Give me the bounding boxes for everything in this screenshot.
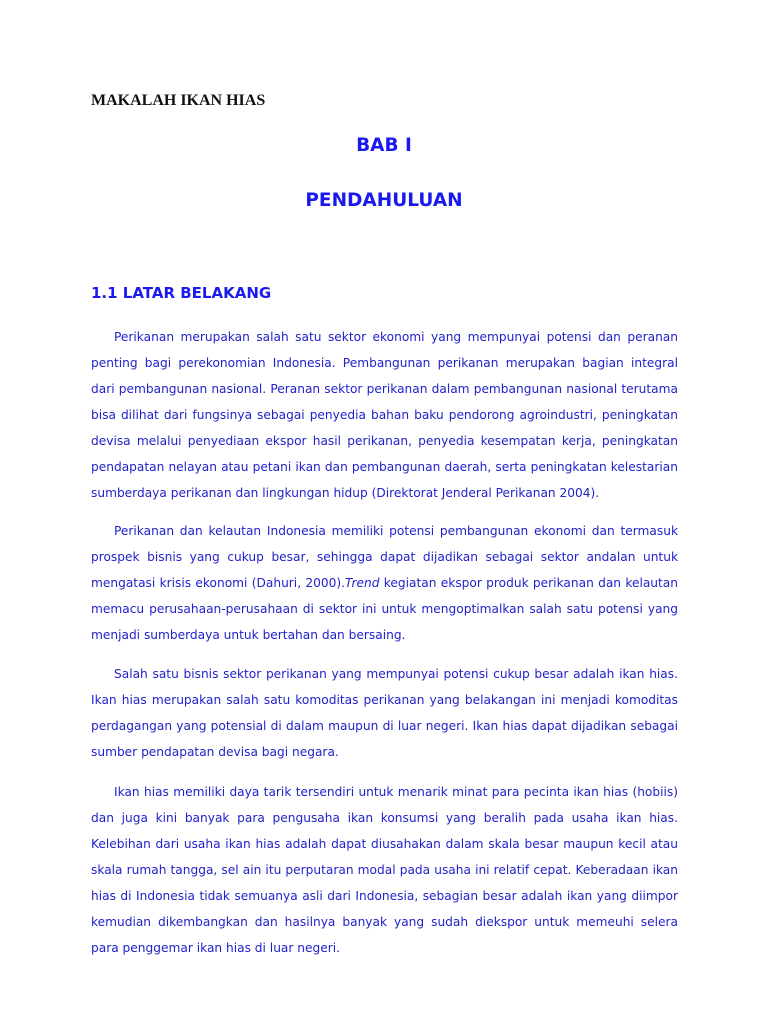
paragraph-2-text-end: kegiatan ekspor produk perikanan dan kelautan memacu perusahaan-perusahaan di sektor ini untuk mengoptimalkan salah satu potensi yang menjadi sumberdaya untuk bertahan dan bersaing. xyxy=(91,576,678,642)
paragraph-2-italic-term: Trend xyxy=(345,576,380,590)
paragraph-4: Ikan hias memiliki daya tarik tersendiri untuk menarik minat para pecinta ikan hias (hobiis) dan juga kini banyak para pengusaha ikan konsumsi yang beralih pada usaha ikan hias. Kelebihan dari usaha ikan hias adalah dapat diusahakan dalam skala besar maupun kecil atau skala rumah tangga, sel ain itu perputaran modal pada usaha ini relatif cepat. Keberadaan ikan hias di Indonesia tidak semuanya asli dari Indonesia, sebagian besar adalah ikan yang diimpor kemudian dikembangkan dan hasilnya banyak yang sudah diekspor untuk memeuhi selera para penggemar ikan hias di luar negeri. xyxy=(91,785,678,955)
chapter-title: PENDAHULUAN xyxy=(305,190,463,211)
chapter-number: BAB I xyxy=(356,135,412,156)
paragraph-3: Salah satu bisnis sektor perikanan yang mempunyai potensi cukup besar adalah ikan hias. Ikan hias merupakan salah satu komoditas perikanan yang belakangan ini menjadi komoditas perdagangan yang potensial di dalam maupun di luar negeri. Ikan hias dapat dijadikan sebagai sumber pendapatan devisa bagi negara. xyxy=(91,667,678,759)
paragraph-2 xyxy=(91,518,678,648)
paragraph-1: Perikanan merupakan salah satu sektor ekonomi yang mempunyai potensi dan peranan penting bagi perekonomian Indonesia. Pembangunan perikanan merupakan bagian integral dari pembangunan nasional. Peranan sektor perikanan dalam pembangunan nasional terutama bisa dilihat dari fungsinya sebagai penyedia bahan baku pendorong agroindustri, peningkatan devisa melalui penyediaan ekspor hasil perikanan, penyedia kesempatan kerja, peningkatan pendapatan nelayan atau petani ikan dan pembangunan daerah, serta peningkatan kelestarian sumberdaya perikanan dan lingkungan hidup (Direktorat Jenderal Perikanan 2004). xyxy=(91,330,678,500)
document-title: MAKALAH IKAN HIAS xyxy=(91,92,266,109)
paragraph-2-text-start: Perikanan dan kelautan Indonesia memiliki potensi pembangunan ekonomi dan termasuk prospek bisnis yang cukup besar, sehingga dapat dijadikan sebagai sektor andalan untuk mengatasi krisis ekonomi (Dahuri, 2000). xyxy=(91,524,678,590)
section-heading: 1.1 LATAR BELAKANG xyxy=(91,284,272,302)
